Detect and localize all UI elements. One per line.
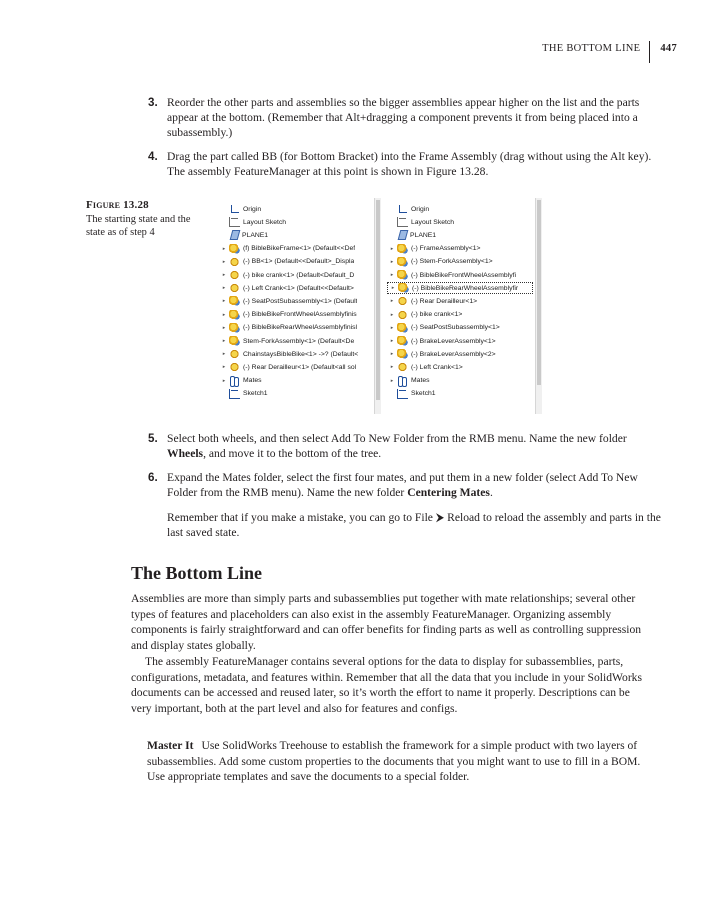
tree-node[interactable] [387,256,533,268]
tree-node-label: (-) bike crank<1> (Default<Default_D [243,271,355,279]
part-icon [397,310,408,320]
part-icon [229,283,240,293]
tree-node-label: Mates [411,377,430,385]
tree-node[interactable] [219,256,372,268]
tree-node[interactable] [219,335,372,347]
assembly-icon [229,336,240,346]
part-icon [229,257,240,267]
step-5 [148,432,658,462]
assembly-icon [229,296,240,306]
assembly-icon [229,244,240,254]
step-text [167,471,658,501]
tree-node-label: (-) BB<1> (Default<<Default>_Displa [243,258,355,266]
tree-node[interactable] [387,348,533,360]
expand-arrow-icon[interactable]: ▸ [390,258,394,265]
expand-arrow-icon[interactable]: ▸ [222,338,226,344]
sketch-icon [229,217,240,227]
assembly-icon [229,323,240,333]
section-heading: The Bottom Line [131,563,263,583]
scrollbar[interactable] [535,198,542,414]
tree-node-label: Layout Sketch [243,218,287,226]
tree-node-label: (-) BrakeLeverAssembly<2> [411,350,496,358]
assembly-icon [397,336,408,346]
expand-arrow-icon[interactable]: ▸ [222,272,226,278]
mates-icon [397,376,408,386]
expand-arrow-icon[interactable]: ▸ [222,377,226,384]
tree-node[interactable] [219,361,372,373]
running-title: THE BOTTOM LINE [542,41,650,63]
assembly-icon [397,244,408,254]
tree-node[interactable] [219,388,372,400]
part-icon [229,362,240,372]
step-text-before: Expand the Mates folder, select the first four mates, and put them in a new folder (select Add To New Folder from the RMB menu). Name the new folder [167,471,638,499]
tree-node-label: (-) Rear Derailleur<1> (Default<all sol [243,363,357,371]
assembly-icon [397,257,408,267]
tree-node-label: ChainstaysBibleBike<1> ->? (Default< [243,350,359,358]
step-text-bold: Wheels [167,446,204,460]
sketch-icon [397,217,408,227]
expand-arrow-icon[interactable]: ▸ [222,298,226,305]
plane-icon [230,230,241,240]
expand-arrow-icon[interactable]: ▸ [391,285,395,292]
figure-caption [86,199,206,240]
expand-arrow-icon[interactable]: ▸ [390,338,394,344]
tree-node[interactable] [387,243,533,255]
part-icon [229,349,240,359]
tree-node-label: (-) BibleBikeFrontWheelAssemblyfi [411,271,517,279]
step-number: 3. [148,96,158,109]
tree-node[interactable] [219,243,372,255]
tree-node-label: (-) FrameAssembly<1> [411,245,481,253]
step-text-after: . [489,485,493,499]
expand-arrow-icon[interactable]: ▸ [390,311,394,318]
tree-node[interactable] [387,216,533,228]
paragraph-1: Assemblies are more than simply parts and subassemblies put together with mate relationships; several other types of features and placeholders can also exist in the assembly FeatureManager. Organizing assembly components is fairly straightforward and can offer benefits for finding parts as well as controlling suppression and display states globally. [131,592,642,652]
expand-arrow-icon[interactable]: ▸ [222,285,226,292]
scrollbar-thumb[interactable] [537,200,541,385]
tree-node[interactable] [387,335,533,347]
feature-manager-tree-after [387,198,542,414]
mates-icon [229,376,240,386]
tree-node[interactable] [387,203,533,215]
expand-arrow-icon[interactable]: ▸ [222,311,226,318]
tree-node-label: Origin [411,205,430,213]
tree-node-label: (-) BibleBikeRearWheelAssemblyfinisl [243,324,358,332]
tree-node-label: Mates [243,377,262,385]
tree-node[interactable] [219,282,372,294]
tree-node-label: (f) BibleBikeFrame<1> (Default<<Def [243,245,356,253]
assembly-icon [397,349,408,359]
tree-node[interactable] [219,295,372,307]
tree-node-label: (-) BibleBikeRearWheelAssemblyfir [412,284,519,292]
step-3 [148,96,658,140]
running-head [542,41,677,63]
tree-node-label: (-) Left Crank<1> [411,363,463,371]
master-it-text: Use SolidWorks Treehouse to establish the framework for a simple product with two layers of subassemblies. Add some custom properties to the documents that you might want to use to fill in a BOM. Use appropriate templates and save the documents to a special folder. [147,739,641,783]
expand-arrow-icon[interactable]: ▸ [222,324,226,331]
step-number: 5. [148,432,158,445]
tree-node[interactable] [387,388,533,400]
tree-node[interactable] [387,375,533,387]
reload-note: Remember that if you make a mistake, you can go to File ⮞ Reload to reload the assembly and parts in the last saved state. [167,511,661,539]
expand-arrow-icon[interactable]: ▸ [390,377,394,384]
tree-node-label: Origin [243,205,262,213]
tree-node[interactable] [387,361,533,373]
expand-arrow-icon[interactable]: ▸ [222,245,226,252]
expand-arrow-icon[interactable]: ▸ [390,298,394,305]
tree-node-label: (-) BrakeLeverAssembly<1> [411,337,496,345]
expand-arrow-icon[interactable]: ▸ [390,272,394,278]
origin-icon [397,204,408,214]
tree-node[interactable] [387,282,533,294]
assembly-icon [397,323,408,333]
tree-node-label: (-) BibleBikeFrontWheelAssemblyfinis [243,311,357,319]
page-number: 447 [660,43,677,54]
tree-node[interactable] [219,375,372,387]
expand-arrow-icon[interactable]: ▸ [222,351,226,358]
tree-node-label: PLANE1 [410,231,437,239]
master-it-label: Master It [147,739,194,752]
step-text-bold: Centering Mates [407,485,490,499]
tree-node-label: Layout Sketch [411,218,455,226]
tree-node[interactable] [387,295,533,307]
assembly-icon [398,283,409,293]
expand-arrow-icon[interactable]: ▸ [390,351,394,358]
plane-icon [398,230,409,240]
expand-arrow-icon[interactable]: ▸ [222,364,226,371]
tree-node[interactable] [387,322,533,334]
tree-node[interactable] [219,229,372,241]
scrollbar[interactable] [374,198,381,414]
assembly-icon [397,270,408,280]
feature-manager-tree-before [219,198,381,414]
sketch-blue-icon [397,389,408,399]
tree-node-label: Stem-ForkAssembly<1> (Default<De [243,337,355,345]
origin-icon [229,204,240,214]
tree-node[interactable] [387,309,533,321]
scrollbar-thumb[interactable] [376,200,380,400]
tree-node-label: (-) Left Crank<1> (Default<<Default> [243,284,354,292]
master-it [147,738,644,785]
part-icon [397,362,408,372]
step-4 [148,150,658,180]
tree-node-label: (-) bike crank<1> [411,311,463,319]
tree-node[interactable] [219,203,372,215]
tree-node-label: Sketch1 [243,390,268,398]
tree-node-label: (-) Stem-ForkAssembly<1> [411,258,493,266]
expand-arrow-icon[interactable]: ▸ [390,324,394,331]
step-text: Reorder the other parts and assemblies so the bigger assemblies appear higher on the list and the parts appear at the bottom. (Remember that Alt+dragging a component prevents it from being placed into a subassembly.) [167,96,640,139]
figure-label: Figure 13.28 [86,199,149,211]
tree-node[interactable] [387,269,533,281]
tree-node[interactable] [219,216,372,228]
tree-node-label: (-) Rear Derailleur<1> [411,297,478,305]
step-text-before: Select both wheels, and then select Add To New Folder from the RMB menu. Name the new folder [167,432,627,445]
figure-caption-text: The starting state and the state as of step 4 [86,213,191,238]
tree-node[interactable] [219,269,372,281]
tree-node[interactable] [219,322,372,334]
step-number: 6. [148,471,158,484]
tree-node-label: Sketch1 [411,390,436,398]
tree-node-label: (-) SeatPostSubassembly<1> (Default [243,297,358,305]
part-icon [229,270,240,280]
sketch-blue-icon [229,389,240,399]
part-icon [397,296,408,306]
assembly-icon [229,310,240,320]
step-text [167,432,658,462]
tree-node[interactable] [219,348,372,360]
tree-node[interactable] [219,309,372,321]
tree-node-label: PLANE1 [242,231,269,239]
tree-node[interactable] [387,229,533,241]
tree-node-label: (-) SeatPostSubassembly<1> [411,324,500,332]
step-6 [148,471,658,501]
expand-arrow-icon[interactable]: ▸ [222,258,226,265]
expand-arrow-icon[interactable]: ▸ [390,364,394,371]
expand-arrow-icon[interactable]: ▸ [390,245,394,252]
step-text: Drag the part called BB (for Bottom Bracket) into the Frame Assembly (drag without using the Alt key). The assembly FeatureManager at this point is shown in Figure 13.28. [167,150,652,178]
step-number: 4. [148,150,158,163]
paragraph-2: The assembly FeatureManager contains several options for the data to display for subassemblies, parts, configurations, metadata, and features within. Remember that all the data that you include in your SolidWorks documents can be accessed and reused later, so it’s worth the effort to name it properly. Descriptions can be very important, both at the part level and also for features and configs. [131,655,642,715]
step-text-after: , and move it to the bottom of the tree. [203,446,382,460]
